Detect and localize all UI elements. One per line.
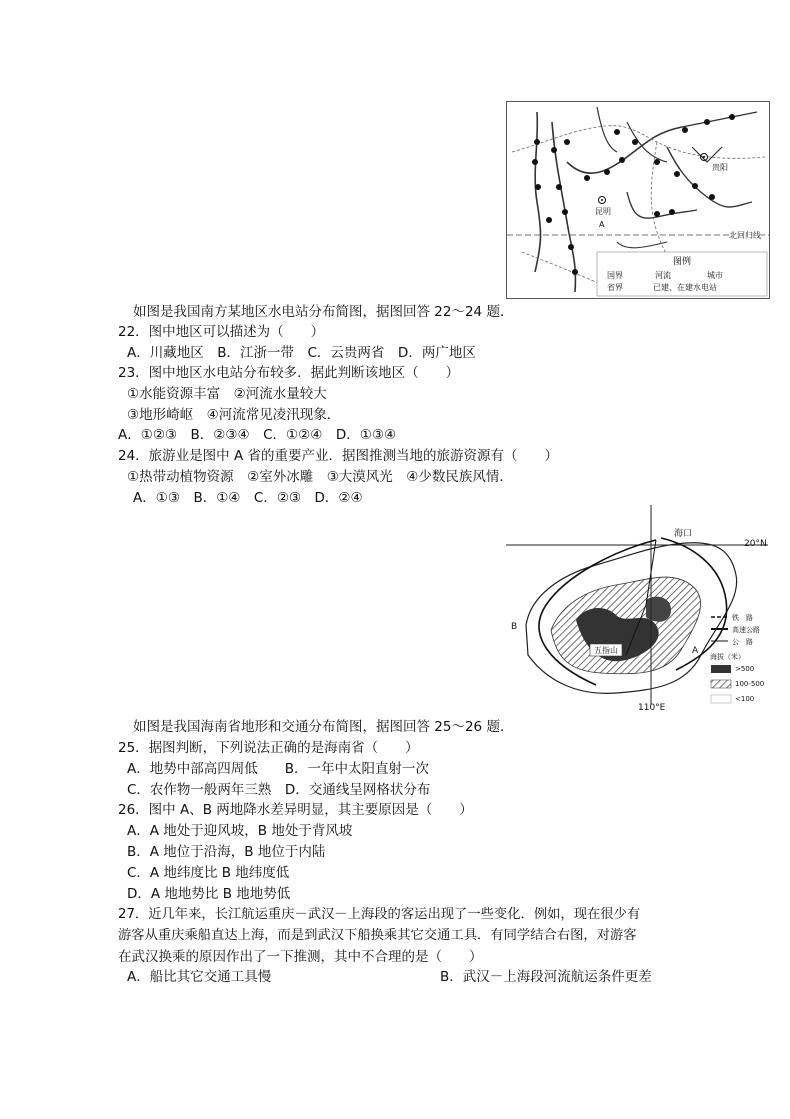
legend-elev-high: >500 — [735, 665, 755, 673]
lon-110e: 110°E — [638, 703, 666, 713]
q27-option-b: B．武汉－上海段河流航运条件更差 — [440, 969, 652, 985]
city-guiyang: 贵阳 — [712, 163, 728, 172]
legend-province-border: 省界 — [607, 283, 623, 292]
q22-options: A．川藏地区 B．江浙一带 C．云贵两省 D．两广地区 — [127, 345, 476, 361]
legend-city: 城市 — [707, 271, 723, 280]
hainan-map-drawing — [506, 505, 768, 713]
city-kunming: 昆明 — [595, 207, 611, 216]
q25-options-row1: A．地势中部高四周低 B．一年中太阳直射一次 — [127, 761, 429, 777]
q22-stem: 22．图中地区可以描述为（ ） — [118, 324, 325, 340]
q25-stem: 25．据图判断，下列说法正确的是海南省（ ） — [118, 740, 419, 756]
legend-expressway: 高速公路 — [732, 626, 760, 634]
city-haikou: 海口 — [674, 529, 693, 539]
mountain-wuzhi: 五指山 — [594, 646, 618, 655]
q23-options: A．①②③ B．②③④ C．①②④ D．①③④ — [118, 427, 397, 443]
hydropower-map-drawing — [507, 102, 769, 298]
legend-national-border: 国界 — [607, 271, 623, 280]
legend-highway: 公 路 — [732, 638, 753, 646]
hainan-map — [506, 505, 768, 713]
legend-elev-low: <100 — [735, 695, 755, 703]
q24-statements: ①热带动植物资源 ②室外冰雕 ③大漠风光 ④少数民族风情． — [127, 469, 513, 485]
q26-option-a: A．A 地处于迎风坡，B 地处于背风坡 — [127, 823, 353, 839]
tropic-label: 北回归线 — [729, 231, 761, 240]
hydropower-map — [506, 101, 770, 299]
point-b-label: B — [511, 622, 518, 632]
q23-statements-1: ①水能资源丰富 ②河流水量较大 — [127, 386, 327, 402]
legend-elevation-title: 海拔（米） — [710, 653, 745, 661]
lat-20n: 20°N — [744, 539, 767, 549]
q26-option-c: C．A 地纬度比 B 地纬度低 — [127, 865, 290, 881]
legend-title: 图例 — [673, 257, 692, 267]
intro-22-24: 如图是我国南方某地区水电站分布简图，据图回答 22～24 题． — [133, 304, 514, 320]
q27-stem-line1: 27．近几年来，长江航运重庆－武汉－上海段的客运出现了一些变化．例如，现在很少有 — [118, 907, 641, 922]
q27-option-a: A．船比其它交通工具慢 — [127, 969, 272, 985]
point-a-label: A — [599, 220, 605, 229]
q23-stem: 23．图中地区水电站分布较多．据此判断该地区（ ） — [118, 365, 460, 381]
legend-river: 河流 — [655, 271, 671, 280]
legend-elev-mid: 100-500 — [735, 680, 765, 688]
q26-option-d: D．A 地地势比 B 地地势低 — [127, 886, 291, 902]
legend-station: 已建、在建水电站 — [653, 283, 717, 292]
legend-railway: 铁 路 — [732, 614, 753, 622]
q24-stem: 24．旅游业是图中 A 省的重要产业．据图推测当地的旅游资源有（ ） — [118, 448, 558, 464]
q24-options: A．①③ B．①④ C．②③ D．②④ — [133, 490, 363, 506]
q25-options-row2: C．农作物一般两年三熟 D．交通线呈网格状分布 — [127, 782, 431, 798]
point-a-label: A — [692, 646, 699, 656]
q27-stem-line3: 在武汉换乘的原因作出了一下推测，其中不合理的是（ ） — [118, 949, 483, 965]
intro-25-26: 如图是我国海南省地形和交通分布简图，据图回答 25～26 题． — [133, 719, 514, 735]
q23-statements-2: ③地形崎岖 ④河流常见凌汛现象． — [127, 407, 341, 423]
q26-option-b: B．A 地位于沿海，B 地位于内陆 — [127, 844, 326, 860]
q26-stem: 26．图中 A、B 两地降水差异明显，其主要原因是（ ） — [118, 802, 473, 818]
q27-stem-line2: 游客从重庆乘船直达上海，而是到武汉下船换乘其它交通工具．有同学结合右图，对游客 — [118, 928, 637, 943]
